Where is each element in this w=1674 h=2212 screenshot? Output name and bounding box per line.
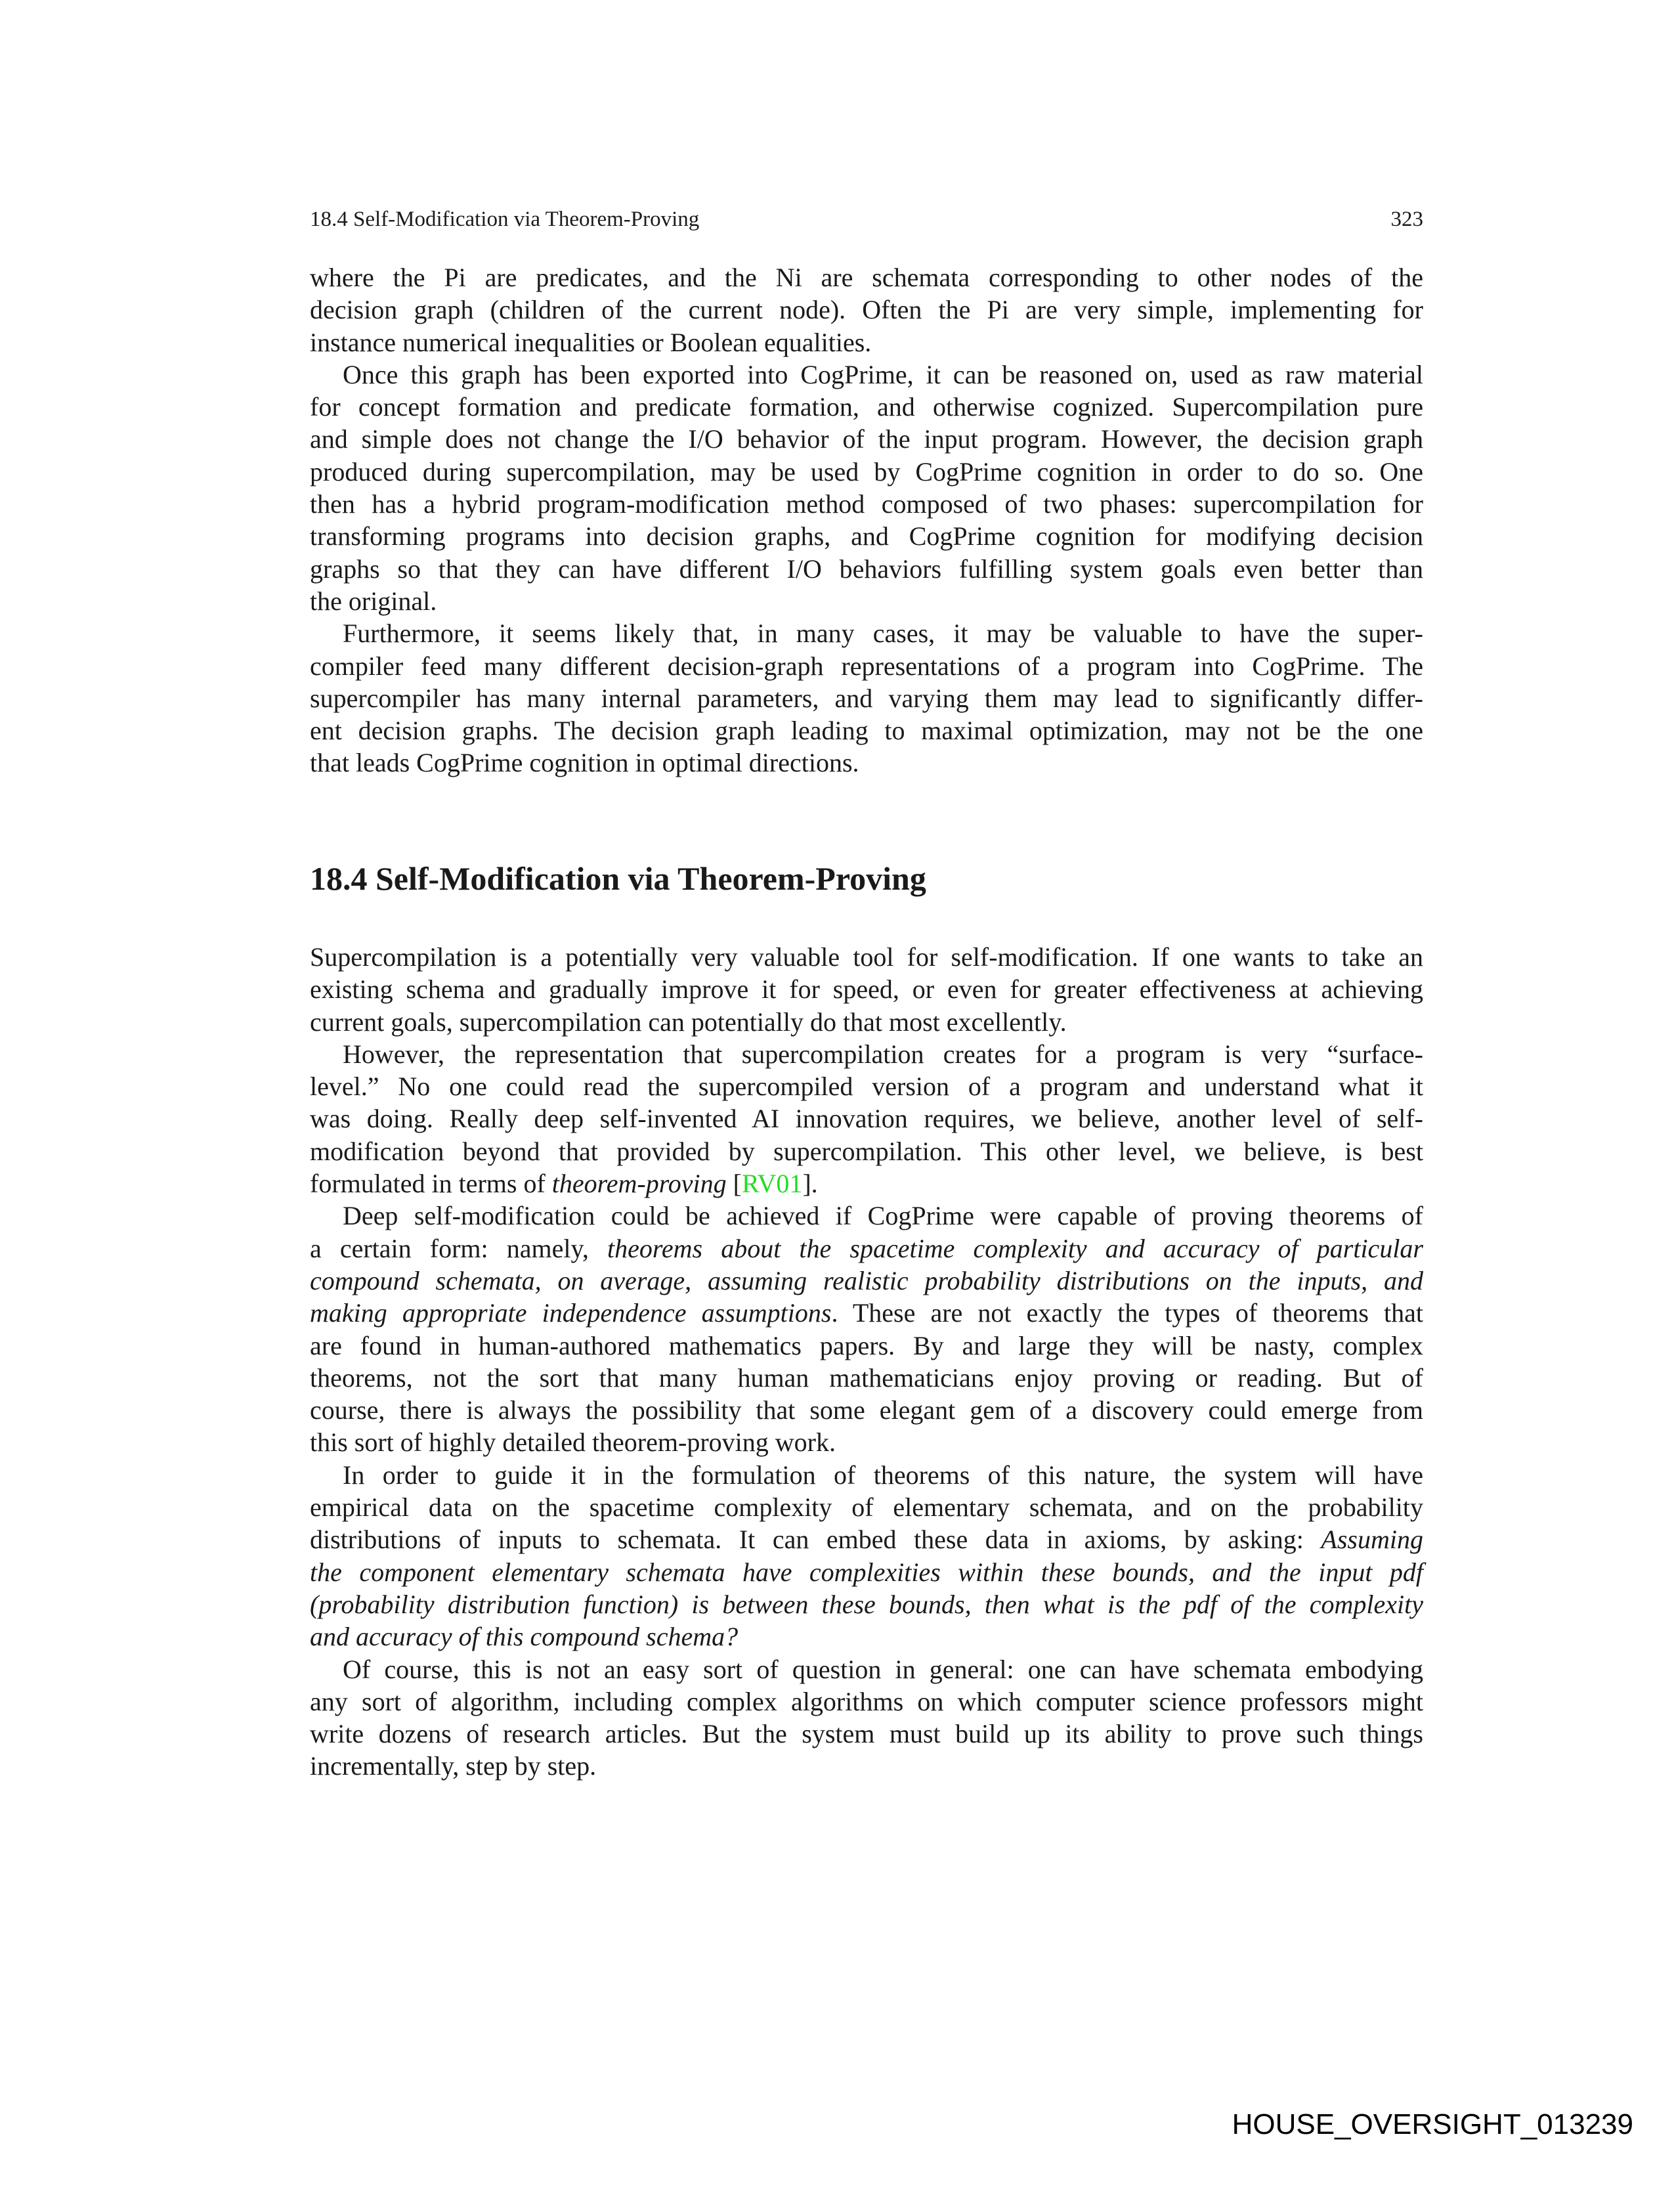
text-run: are found in human-authored mathematics papers. By and large they will be nasty, complex [310, 1330, 1423, 1360]
text-run: was doing. Really deep self-invented AI innovation requires, we believe, another level of self- [310, 1104, 1423, 1134]
italic-text-run: theorems about the spacetime complexity and accuracy of particular [607, 1233, 1423, 1263]
text-run: Once this graph has been exported into CogPrime, it can be reasoned on, used as raw material [343, 359, 1423, 389]
text-run: ]. [802, 1169, 818, 1199]
text-run: compiler feed many different decision-graph representations of a program into CogPrime. The [310, 651, 1423, 681]
text-line [310, 1685, 1423, 1718]
italic-text-run: (probability distribution function) is between these bounds, then what is the pdf of the complexity [310, 1589, 1423, 1619]
section-1-body [310, 261, 1423, 779]
text-line [310, 1620, 1423, 1653]
text-run: for concept formation and predicate formation, and otherwise cognized. Supercompilation pure [310, 392, 1423, 422]
text-run: write dozens of research articles. But the system must build up its ability to prove such things [310, 1719, 1423, 1749]
text-line [310, 1491, 1423, 1523]
text-run: theorems, not the sort that many human mathematicians enjoy proving or reading. But of [310, 1362, 1423, 1393]
text-line [310, 261, 1423, 293]
text-line [310, 1556, 1423, 1588]
text-run: Of course, this is not an easy sort of question in general: one can have schemata embodying [343, 1654, 1423, 1684]
text-run: ent decision graphs. The decision graph leading to maximal optimization, may not be the one [310, 716, 1423, 746]
text-line [310, 941, 1423, 973]
text-run: Supercompilation is a potentially very valuable tool for self-modification. If one wants to take an [310, 942, 1423, 972]
section-2-body [310, 941, 1423, 1783]
text-line [310, 293, 1423, 326]
document-id-stamp: HOUSE_OVERSIGHT_013239 [1232, 2108, 1633, 2140]
text-line [310, 1750, 1423, 1782]
text-line [310, 1200, 1423, 1232]
text-run: decision graph (children of the current node). Often the Pi are very simple, implementing for [310, 295, 1423, 325]
running-head [310, 206, 1423, 232]
text-run: transforming programs into decision graphs, and CogPrime cognition for modifying decision [310, 521, 1423, 552]
text-line [310, 714, 1423, 747]
text-run: course, there is always the possibility that some elegant gem of a discovery could emerge from [310, 1395, 1423, 1425]
text-line [310, 423, 1423, 455]
text-line [310, 1394, 1423, 1426]
text-line [310, 1070, 1423, 1102]
text-line [310, 585, 1423, 617]
text-line [310, 747, 1423, 779]
text-line [310, 520, 1423, 552]
text-run: this sort of highly detailed theorem-proving work. [310, 1427, 836, 1458]
text-run: instance numerical inequalities or Boolean equalities. [310, 327, 872, 357]
text-line [310, 1523, 1423, 1555]
text-line [310, 650, 1423, 682]
text-line [310, 326, 1423, 358]
text-run: However, the representation that supercompilation creates for a program is very “surface- [343, 1039, 1423, 1069]
text-line [310, 1265, 1423, 1297]
text-line [310, 1135, 1423, 1167]
text-run: existing schema and gradually improve it for speed, or even for greater effectiveness at achieving [310, 974, 1423, 1005]
text-line [310, 553, 1423, 585]
text-run: that leads CogPrime cognition in optimal directions. [310, 748, 859, 778]
text-run: where the Pi are predicates, and the Ni are schemata corresponding to other nodes of the [310, 263, 1423, 292]
text-line [310, 488, 1423, 520]
text-run: In order to guide it in the formulation of theorems of this nature, the system will have [343, 1460, 1423, 1490]
text-line [310, 1232, 1423, 1265]
text-run: level.” No one could read the supercompiled version of a program and understand what it [310, 1072, 1423, 1102]
text-line [310, 1718, 1423, 1750]
text-line [310, 391, 1423, 423]
text-run: . These are not exactly the types of theorems that [831, 1298, 1424, 1328]
italic-text-run: compound schemata, on average, assuming realistic probability distributions on the inputs, and [310, 1265, 1423, 1295]
text-line [310, 973, 1423, 1005]
text-run: formulated in terms of [310, 1169, 552, 1199]
citation-link[interactable]: RV01 [741, 1169, 803, 1199]
text-line [310, 682, 1423, 714]
text-run: any sort of algorithm, including complex algorithms on which computer science professors might [310, 1686, 1423, 1716]
text-line [310, 1588, 1423, 1620]
text-run: incrementally, step by step. [310, 1751, 597, 1781]
text-line [310, 1653, 1423, 1685]
text-line [310, 358, 1423, 391]
text-run: Deep self-modification could be achieved if CogPrime were capable of proving theorems of [343, 1201, 1423, 1231]
text-line [310, 1459, 1423, 1491]
text-line [310, 1426, 1423, 1458]
text-run: and simple does not change the I/O behavior of the input program. However, the decision graph [310, 424, 1423, 454]
italic-text-run: the component elementary schemata have complexities within these bounds, and the input pdf [310, 1557, 1423, 1587]
text-run: Furthermore, it seems likely that, in many cases, it may be valuable to have the super- [343, 618, 1423, 649]
italic-text-run: and accuracy of this compound schema? [310, 1622, 739, 1652]
running-head-title: 18.4 Self-Modification via Theorem-Proving [310, 207, 700, 231]
section-heading: 18.4 Self-Modification via Theorem-Proving [310, 860, 926, 897]
text-line [310, 1006, 1423, 1038]
text-line [310, 617, 1423, 649]
text-run: then has a hybrid program-modification method composed of two phases: supercompilation for [310, 489, 1423, 519]
italic-text-run: theorem-proving [551, 1169, 727, 1199]
text-run: supercompiler has many internal parameters, and varying them may lead to significantly differ- [310, 683, 1423, 713]
text-run: distributions of inputs to schemata. It can embed these data in axioms, by asking: [310, 1525, 1321, 1555]
text-line [310, 1297, 1423, 1329]
text-line [310, 1102, 1423, 1135]
text-run: graphs so that they can have different I/O behaviors fulfilling system goals even better than [310, 553, 1423, 584]
page-number: 323 [1390, 207, 1423, 231]
text-run: the original. [310, 586, 437, 616]
italic-text-run: making appropriate independence assumptions [310, 1298, 832, 1328]
text-run: current goals, supercompilation can potentially do that most excellently. [310, 1007, 1067, 1037]
text-line [310, 1330, 1423, 1362]
text-run: produced during supercompilation, may be used by CogPrime cognition in order to do so. One [310, 456, 1423, 487]
text-line [310, 456, 1423, 488]
text-line [310, 1167, 1423, 1200]
text-run: empirical data on the spacetime complexity of elementary schemata, and on the probability [310, 1492, 1423, 1523]
text-run: modification beyond that provided by supercompilation. This other level, we believe, is best [310, 1136, 1423, 1166]
text-line [310, 1362, 1423, 1394]
italic-text-run: Assuming [1321, 1525, 1423, 1555]
text-run: [ [726, 1169, 742, 1199]
text-line [310, 1038, 1423, 1070]
text-run: a certain form: namely, [310, 1233, 607, 1263]
